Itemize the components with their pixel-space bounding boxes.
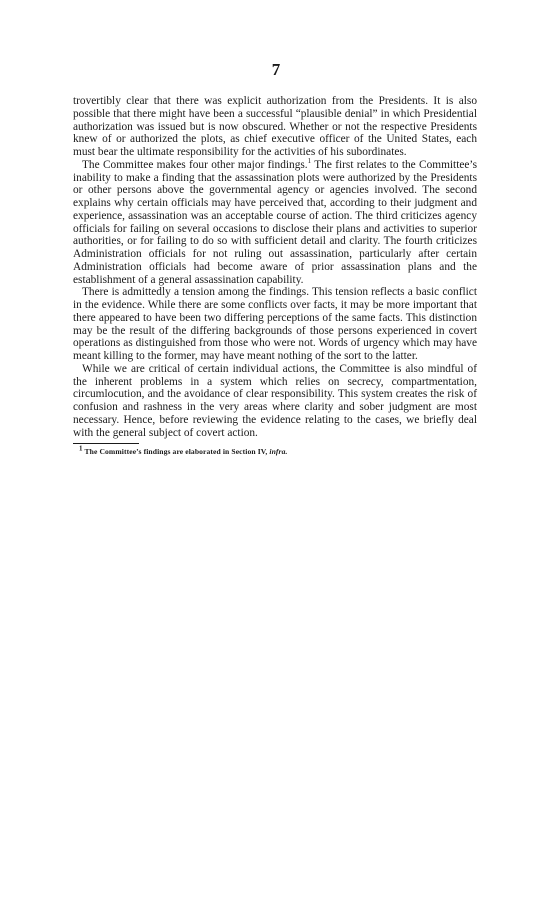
page-number: 7 — [271, 60, 281, 79]
paragraph-1: trovertibly clear that there was explicit authorization from the Presidents. It is also possible that there might have been a successful “plausible denial” in which Presidential authorization was issued but is now obscured. Whether or not the respective Presidents knew of or authorized the plots, as chief executive officer of the United States, each must bear the ultimate responsibility for the activities of his subordinates. — [73, 95, 477, 158]
footnote — [73, 444, 477, 457]
footnote-marker: 1 — [79, 444, 83, 453]
footnote-reference[interactable]: 1 — [307, 156, 312, 165]
paragraph-2 — [73, 156, 477, 287]
paragraph-3: There is admittedly a tension among the findings. This tension reflects a basic conflict in the evidence. While there are some conflicts over facts, it may be more important that there appeared to have been two differing perceptions of the same facts. This distinction may be the result of the differing backgrounds of those persons experienced in covert operations as distinguished from those who were not. Words of urgency which may have meant killing to the former, may have meant nothing of the sort to the latter. — [73, 286, 477, 362]
footnote-text: The Committee’s findings are elaborated in Section IV, — [84, 447, 270, 457]
footnote-italic: infra. — [269, 447, 288, 457]
paragraph-2-rest: The first relates to the Committee’s inability to make a finding that the assassination plots were authorized by the Presidents or other persons above the governmental agency or agencies involved. The second explains why certain officials may have perceived that, according to their judgment and experience, assassination was an acceptable course of action. The third criticizes agency officials for failing on several occasions to disclose their plans and activities to superior authorities, or for failing to do so with sufficient detail and clarity. The fourth criticizes Administration officials for not ruling out assassination, particularly after certain Administration officials had become aware of prior assassination plans and the establishment of a general assassination capability. — [73, 158, 477, 286]
paragraph-2-lead: The Committee makes four other major findings. — [82, 158, 308, 171]
paragraph-4: While we are critical of certain individual actions, the Committee is also mindful of the inherent problems in a system which relies on secrecy, compartmentation, circumlocution, and the avoidance of clear responsibility. This system creates the risk of confusion and rashness in the very areas where clarity and sober judgment are most necessary. Hence, before reviewing the evidence relating to the cases, we briefly deal with the general subject of covert action. — [73, 362, 477, 439]
body-text — [73, 95, 477, 457]
